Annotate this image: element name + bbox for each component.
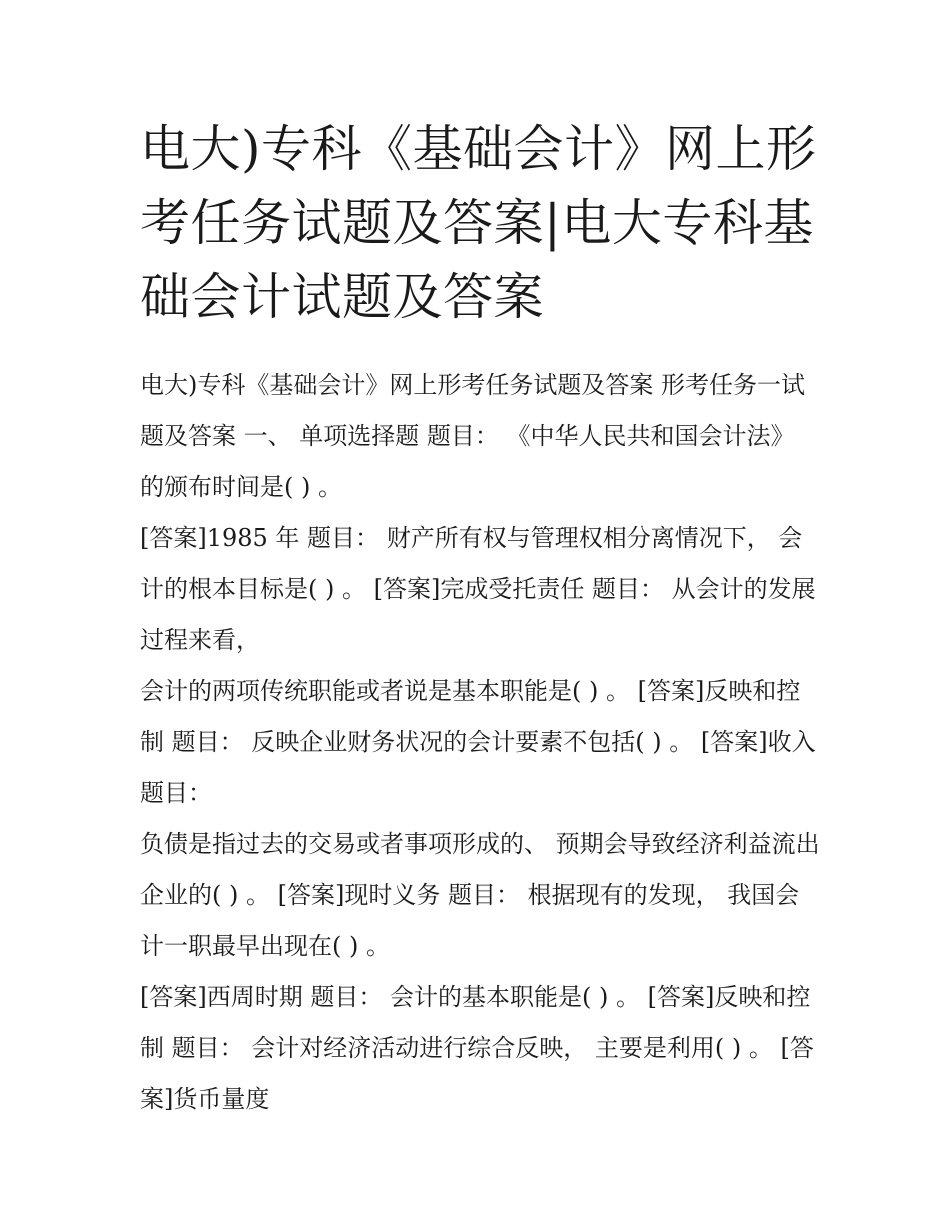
document-body [140,360,820,1125]
document-page [140,112,820,1125]
document-title: 电大)专科《基础会计》网上形考任务试题及答案|电大专科基础会计试题及答案 [140,120,817,326]
paragraph-4: 负债是指过去的交易或者事项形成的、 预期会导致经济利益流出企业的( ) 。 [答案]现时义务 题目： 根据现有的发现， 我国会计一职最早出现在( ) 。 [140,830,820,960]
paragraph-1: 电大)专科《基础会计》网上形考任务试题及答案 形考任务一试题及答案 一、 单项选择题 题目： 《中华人民共和国会计法》 的颁布时间是( ) 。 [140,371,805,501]
paragraph-3: 会计的两项传统职能或者说是基本职能是( ) 。 [答案]反映和控制 题目： 反映企业财务状况的会计要素不包括( ) 。 [答案]收入 题目： [140,677,816,807]
paragraph-5: [答案]西周时期 题目： 会计的基本职能是( ) 。 [答案]反映和控制 题目： 会计对经济活动进行综合反映， 主要是利用( ) 。 [答案]货币量度 [140,983,814,1113]
paragraph-2: [答案]1985 年 题目： 财产所有权与管理权相分离情况下， 会计的根本目标是( ) 。 [答案]完成受托责任 题目： 从会计的发展过程来看， [140,524,816,654]
